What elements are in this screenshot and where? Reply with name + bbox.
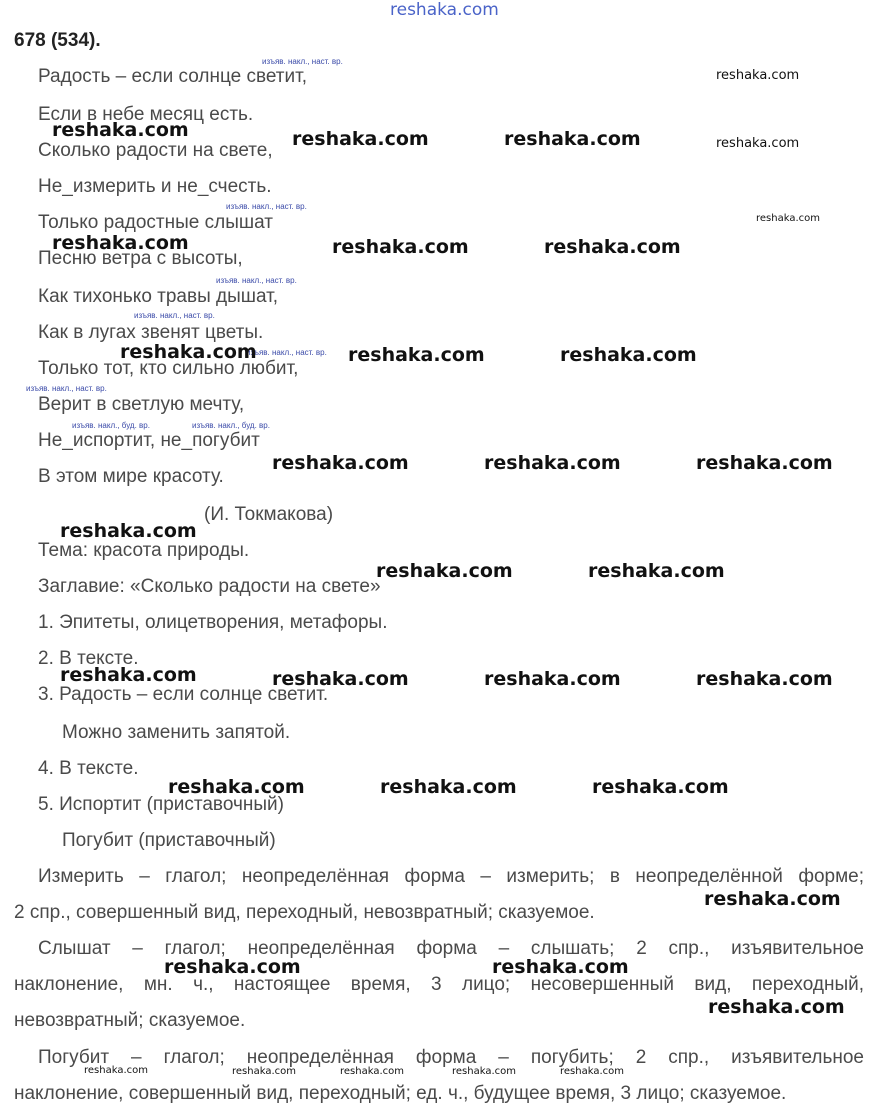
poem-line: Песню ветра с высоты, <box>38 248 243 269</box>
poem-line: В этом мире красоту. <box>38 466 224 487</box>
poem-line: Если в небе месяц есть. <box>38 104 254 125</box>
verb-annotation: изъяв. накл., наст. вр. <box>26 384 107 393</box>
verb-annotation: изъяв. накл., наст. вр. <box>226 202 307 211</box>
watermark: reshaka.com <box>60 664 197 686</box>
poem-line: Не_испортит, не_погубит <box>38 430 260 451</box>
watermark: reshaka.com <box>588 560 725 582</box>
watermark: reshaka.com <box>716 136 800 151</box>
watermark: reshaka.com <box>168 776 305 798</box>
watermark: reshaka.com <box>292 128 429 150</box>
answer-item: 2. В тексте. <box>38 648 139 669</box>
watermark: reshaka.com <box>492 956 629 978</box>
watermark: reshaka.com <box>544 236 681 258</box>
analysis-line: Измерить – глагол; неопределённая форма – измерить; в неопределённой форме; <box>38 866 864 887</box>
watermark: reshaka.com <box>52 119 189 141</box>
poem-line: Только тот, кто сильно любит, <box>38 358 299 379</box>
watermark: reshaka.com <box>84 1065 148 1076</box>
site-header-watermark: reshaka.com <box>390 0 499 20</box>
watermark: reshaka.com <box>704 888 841 910</box>
watermark: reshaka.com <box>348 344 485 366</box>
answer-item: 5. Испортит (приставочный) <box>38 794 284 815</box>
verb-annotation: изъяв. накл., наст. вр. <box>262 57 343 66</box>
watermark: reshaka.com <box>504 128 641 150</box>
analysis-line: наклонение, мн. ч., настоящее время, 3 лицо; несовершенный вид, переходный, <box>14 974 864 995</box>
watermark: reshaka.com <box>340 1066 404 1077</box>
watermark: reshaka.com <box>52 232 189 254</box>
watermark: reshaka.com <box>332 236 469 258</box>
answer-item: Погубит (приставочный) <box>62 830 276 851</box>
poem-line: Радость – если солнце светит, <box>38 66 307 87</box>
poem-line: Как тихонько травы дышат, <box>38 286 279 307</box>
watermark: reshaka.com <box>120 341 257 363</box>
watermark: reshaka.com <box>272 452 409 474</box>
analysis-paragraph <box>14 1040 864 1112</box>
poem-author: (И. Токмакова) <box>204 504 334 525</box>
analysis-line: невозвратный; сказуемое. <box>14 1010 246 1031</box>
watermark: reshaka.com <box>716 68 800 83</box>
analysis-paragraph <box>14 931 864 1039</box>
watermark: reshaka.com <box>592 776 729 798</box>
answer-title: Заглавие: «Сколько радости на свете» <box>38 576 381 597</box>
poem-line: Сколько радости на свете, <box>38 140 273 161</box>
answer-item: 3. Радость – если солнце светит. <box>38 684 329 705</box>
watermark: reshaka.com <box>376 560 513 582</box>
watermark: reshaka.com <box>560 1066 624 1077</box>
watermark: reshaka.com <box>696 452 833 474</box>
answer-theme: Тема: красота природы. <box>38 540 250 561</box>
verb-annotation: изъяв. накл., буд. вр. <box>192 421 270 430</box>
verb-annotation: изъяв. накл., буд. вр. <box>72 421 150 430</box>
watermark: reshaka.com <box>484 668 621 690</box>
poem-line: Верит в светлую мечту, <box>38 394 245 415</box>
verb-annotation: изъяв. накл., наст. вр. <box>216 276 297 285</box>
poem-line: Только радостные слышат <box>38 212 273 233</box>
watermark: reshaka.com <box>272 668 409 690</box>
analysis-line: 2 спр., совершенный вид, переходный, невозвратный; сказуемое. <box>14 902 595 923</box>
watermark: reshaka.com <box>380 776 517 798</box>
answer-item: 4. В тексте. <box>38 758 139 779</box>
watermark: reshaka.com <box>164 956 301 978</box>
watermark: reshaka.com <box>756 213 820 224</box>
analysis-line: Слышат – глагол; неопределённая форма – слышать; 2 спр., изъявительное <box>38 938 864 959</box>
verb-annotation: изъяв. накл., наст. вр. <box>134 311 215 320</box>
verb-annotation: изъяв. накл., наст. вр. <box>246 348 327 357</box>
watermark: reshaka.com <box>60 520 197 542</box>
analysis-line: Погубит – глагол; неопределённая форма – погубить; 2 спр., изъявительное <box>38 1047 864 1068</box>
answer-item: Можно заменить запятой. <box>62 722 291 743</box>
watermark: reshaka.com <box>696 668 833 690</box>
watermark: reshaka.com <box>232 1066 296 1077</box>
analysis-line: наклонение, совершенный вид, переходный; ед. ч., будущее время, 3 лицо; сказуемое. <box>14 1083 787 1104</box>
answer-item: 1. Эпитеты, олицетворения, метафоры. <box>38 612 388 633</box>
poem-line: Как в лугах звенят цветы. <box>38 322 264 343</box>
watermark: reshaka.com <box>560 344 697 366</box>
poem-line: Не_измерить и не_счесть. <box>38 176 272 197</box>
watermark: reshaka.com <box>452 1066 516 1077</box>
watermark: reshaka.com <box>484 452 621 474</box>
exercise-number: 678 (534). <box>14 30 101 51</box>
watermark: reshaka.com <box>708 996 845 1018</box>
